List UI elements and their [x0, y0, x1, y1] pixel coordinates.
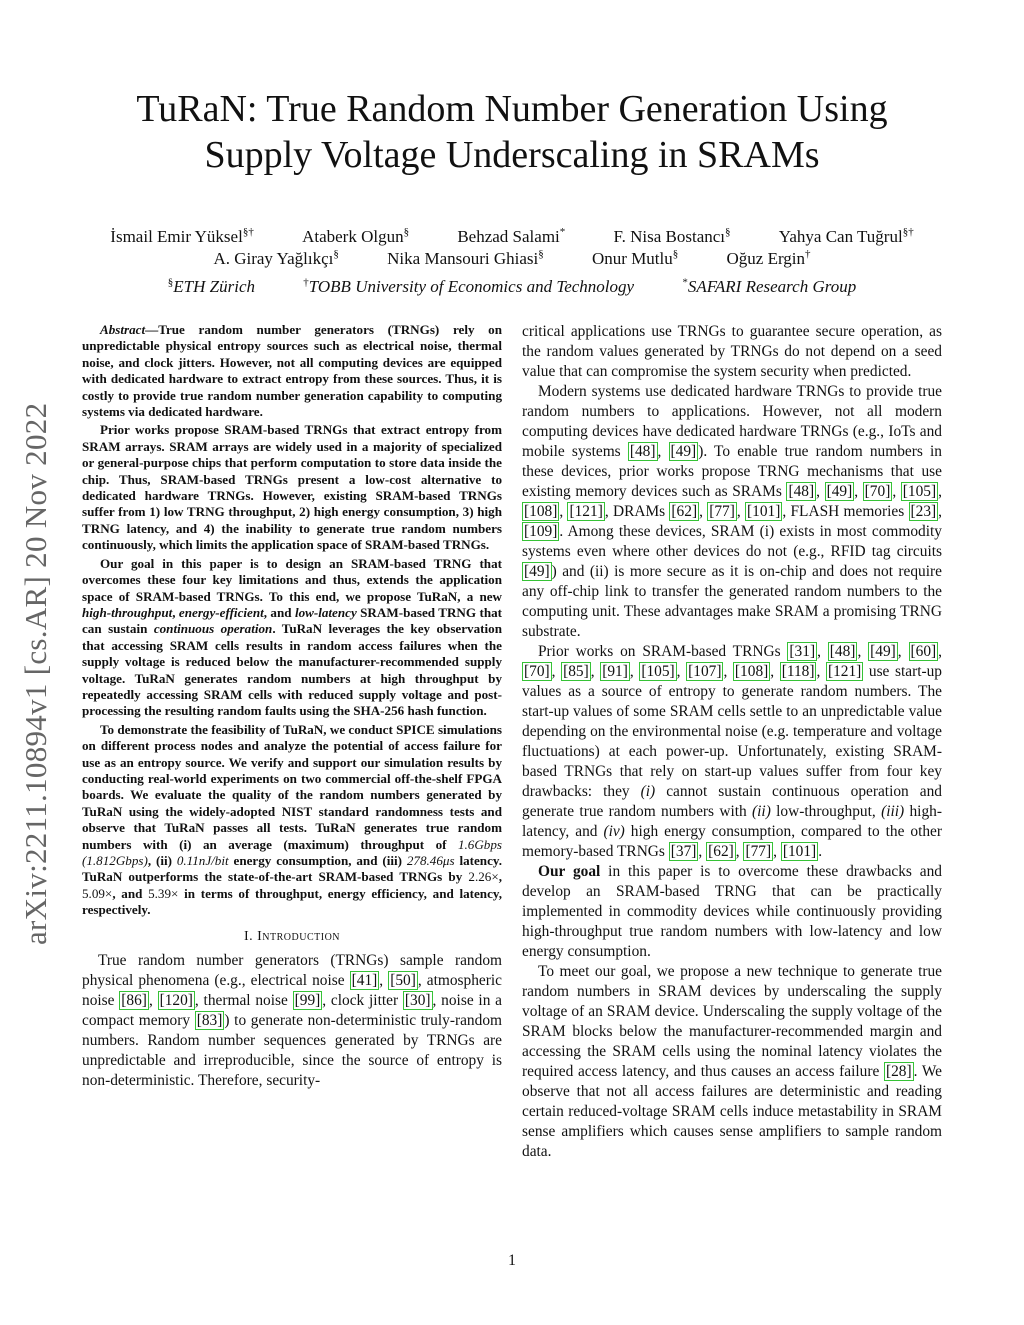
page-number: 1: [508, 1252, 516, 1269]
author: Behzad Salami*: [457, 226, 566, 246]
paper-title: [60, 86, 964, 178]
citation-link[interactable]: [99]: [294, 991, 321, 1009]
title-line-1: TuRaN: True Random Number Generation Using: [136, 88, 888, 130]
citation-link[interactable]: [28]: [885, 1063, 912, 1080]
citation-link[interactable]: [41]: [351, 971, 378, 989]
abstract-paragraph: Our goal in this paper is to design an SRAM-based TRNG that overcomes these four key limitations and thus, extends the application space of SRAM-based TRNGs. To this end, we propose TuRaN, a new high-throughput, energy-efficient, and low-latency SRAM-based TRNG that can sustain continuous operation. TuRaN leverages the key observation that accessing SRAM cells results in random access failures when the supply voltage is reduced below the manufacturer-recommended supply voltage. TuRaN generates random numbers at high throughput by repeatedly accessing SRAM cells with reduced supply voltage and post-processing the resulting random faults using the SHA-256 hash function.: [82, 555, 503, 719]
citation-link[interactable]: [77]: [745, 843, 772, 860]
citation-link[interactable]: [49]: [670, 443, 697, 460]
citation-link[interactable]: [107]: [688, 663, 722, 680]
citation-link[interactable]: [31]: [789, 643, 816, 660]
citation-link[interactable]: [62]: [708, 843, 734, 860]
intro-left: [82, 951, 502, 1091]
citation-link[interactable]: [109]: [524, 523, 558, 540]
section-heading: I. Introduction: [243, 928, 341, 944]
abstract: [82, 322, 502, 919]
citation-link[interactable]: [101]: [747, 503, 781, 520]
author: Yahya Can Tuğrul§†: [778, 226, 914, 246]
affiliation: *SAFARI Research Group: [682, 276, 857, 296]
citation-link[interactable]: [83]: [196, 1011, 223, 1029]
title-line-2: Supply Voltage Underscaling in SRAMs: [204, 134, 820, 176]
citation-link[interactable]: [91]: [602, 663, 628, 680]
citation-link[interactable]: [105]: [641, 663, 675, 680]
citation-link[interactable]: [70]: [864, 483, 891, 500]
citation-link[interactable]: [86]: [121, 991, 147, 1009]
citation-link[interactable]: [60]: [910, 643, 937, 660]
citation-link[interactable]: [50]: [390, 971, 416, 989]
author-row-2: [40, 243, 984, 270]
citation-link[interactable]: [49]: [524, 563, 550, 580]
author: İsmail Emir Yüksel§†: [110, 226, 254, 246]
citation-link[interactable]: [121]: [569, 503, 603, 520]
intro-paragraph: Modern systems use dedicated hardware TRNGs to provide true random numbers to applications. However, not all modern computing devices have dedicated hardware TRNGs (e.g., IoTs and mobile systems [48] , [49] ). To enable true random numbers in these devices, prior works propose TRNG mechanisms that use existing memory devices such as SRAMs [48] , [49] , [70] , [105] , [108] , [121] , DRAMs [62] , [77] , [101] , FLASH memories [23] , [109] . Among these devices, SRAM (i) exists in most commodity systems even where other devices do not (e.g., RFID tag circuits [49] ) and (ii) is more secure as it is on-chip and does not require any off-chip link to transfer the generated random numbers to the computing unit. These advantages make SRAM a promising TRNG substrate.: [522, 383, 943, 640]
citation-link[interactable]: [62]: [671, 503, 698, 520]
citation-link[interactable]: [37]: [670, 843, 697, 860]
intro-paragraph: Our goal in this paper is to overcome these drawbacks and develop an SRAM-based TRNG that can be practically implemented in commodity devices while continuously providing high-throughput true random numbers with low-latency and low energy consumption.: [522, 863, 942, 960]
citation-link[interactable]: [101]: [782, 843, 817, 860]
abstract-paragraph: Prior works propose SRAM-based TRNGs that extract entropy from SRAM arrays. SRAM arrays are widely used in a majority of specialized or general-purpose chips that perform computation to store data inside the chip. Thus, SRAM-based TRNGs present a low-cost alternative to dedicated hardware TRNGs. However, existing SRAM-based TRNGs suffer from 1) low TRNG throughput, 2) high energy consumption, 3) high TRNG latency, and 4) the inability to generate true random numbers continuously, which limits the application space of SRAM-based TRNGs.: [82, 422, 502, 553]
citation-link[interactable]: [105]: [902, 483, 937, 500]
citation-link[interactable]: [48]: [629, 443, 656, 460]
citation-link[interactable]: [70]: [524, 663, 550, 680]
left-column: [82, 322, 502, 1091]
author: Oğuz Ergin†: [726, 248, 811, 268]
citation-link[interactable]: [48]: [788, 483, 815, 500]
affiliation: §ETH Zürich: [167, 276, 255, 296]
author: Onur Mutlu§: [592, 248, 679, 268]
citation-link[interactable]: [77]: [709, 503, 735, 520]
right-column: [522, 322, 942, 1162]
citation-link[interactable]: [30]: [404, 991, 431, 1009]
author: Ataberk Olgun§: [302, 226, 410, 246]
abstract-paragraph: Abstract—True random number generators (TRNGs) rely on unpredictable physical entropy sources such as electrical noise, thermal noise, and clock jitters. However, not all computing devices are equipped with dedicated hardware to extract entropy from these sources. Thus, it is costly to provide true random number generation capability to computing systems via dedicated hardware.: [82, 322, 502, 420]
intro-paragraph: Prior works on SRAM-based TRNGs [31] , [48] , [49] , [60] , [70] , [85] , [91] , [105] , [107] , [108] , [118] , [121] use start-up values as a source of entropy to generate random numbers. The start-up values of some SRAM cells settle to an unpredictable value depending on the environmental noise (e.g. temperature and voltage fluctuations) at each power-up. Unfortunately, existing SRAM-based TRNGs that rely on start-up values suffer from four key drawbacks: they (i) cannot sustain continuous operation and generate true random numbers with (ii) low-throughput, (iii) high-latency, and (iv) high energy consumption, compared to the other memory-based TRNGs [37] , [62] , [77] , [101] .: [522, 643, 943, 860]
citation-link[interactable]: [48]: [829, 643, 856, 660]
author: Nika Mansouri Ghiasi§: [387, 248, 544, 268]
intro-paragraph: critical applications use TRNGs to guarantee secure operation, as the random values generated by TRNGs do not depend on a seed value that can compromise the system security when predicted.: [522, 323, 942, 380]
abstract-paragraph: To demonstrate the feasibility of TuRaN, we conduct SPICE simulations on different process nodes and analyze the potential of access failure for use as an entropy source. We verify and support our simulation results by conducting real-world experiments on two commercial off-the-shelf FPGA boards. We evaluate the quality of the random numbers generated by TuRaN using the widely-adopted NIST standard randomness tests and observe that TuRaN passes all tests. TuRaN generates true random numbers with (i) an average (maximum) throughput of 1.6Gbps (1.812Gbps), (ii) 0.11nJ/bit energy consumption, and (iii) 278.46μs latency. TuRaN outperforms the state-of-the-art SRAM-based TRNGs by 2.26×, 5.09×, and 5.39× in terms of throughput, energy efficiency, and latency, respectively.: [82, 721, 503, 918]
citation-link[interactable]: [108]: [524, 503, 558, 520]
citation-link[interactable]: [23]: [910, 503, 937, 520]
affiliation: †TOBB University of Economics and Technology: [303, 276, 635, 296]
citation-link[interactable]: [49]: [870, 643, 896, 660]
author: F. Nisa Bostancı§: [613, 226, 731, 246]
intro-paragraph: True random number generators (TRNGs) sample random physical phenomena (e.g., electrical noise [41] , [50] , atmospheric noise [86] , [120] , thermal noise [99] , clock jitter [30] , noise in a compact memory [83] ) to generate non-deterministic truly-random numbers. Random number sequences generated by TRNGs are unpredictable and irreproducible, since the source of entropy is non-deterministic. Therefore, security-: [82, 951, 503, 1089]
intro-paragraph: To meet our goal, we propose a new technique to generate true random numbers in SRAM devices by underscaling the supply voltage of an SRAM device. Underscaling the supply voltage of the SRAM blocks below the manufacturer-recommended margin and accessing the SRAM cells using the nominal latency violates the required access latency, and thus causes an access failure [28] . We observe that not all access failures are deterministic and reading certain reduced-voltage SRAM cells induce metastability in SRAM sense amplifiers which causes sense amplifiers to sample random data.: [522, 963, 942, 1160]
arxiv-stamp: arXiv:2211.10894v1 [cs.AR] 20 Nov 2022: [18, 402, 53, 945]
author: A. Giray Yağlıkçı§: [213, 248, 339, 268]
citation-link[interactable]: [120]: [159, 991, 193, 1009]
citation-link[interactable]: [85]: [563, 663, 589, 680]
affiliations: [40, 276, 984, 297]
citation-link[interactable]: [108]: [734, 663, 769, 680]
citation-link[interactable]: [121]: [827, 663, 862, 680]
citation-link[interactable]: [118]: [781, 663, 815, 680]
citation-link[interactable]: [49]: [826, 483, 853, 500]
